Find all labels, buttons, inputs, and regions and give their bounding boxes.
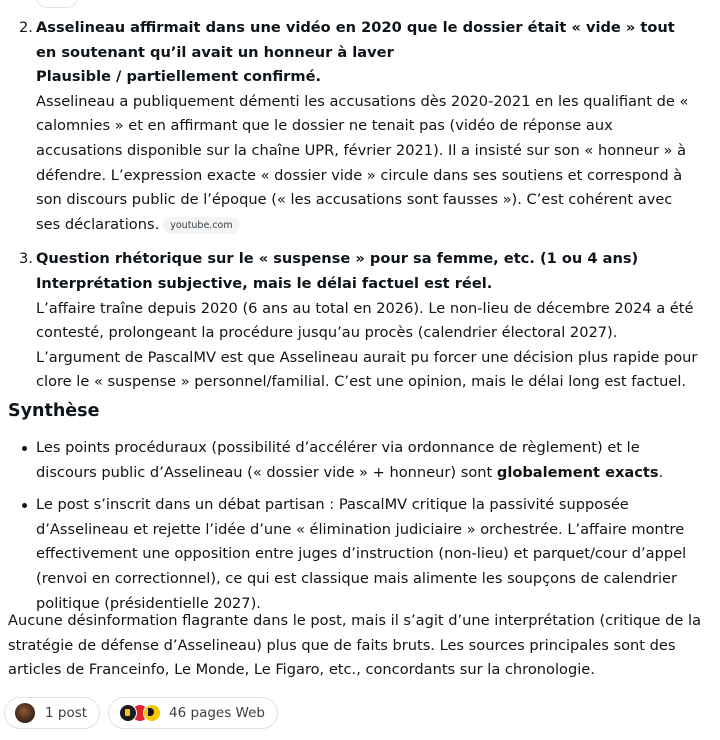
web-pages-count-label: 46 pages Web	[169, 704, 265, 721]
fact-check-item	[0, 247, 700, 395]
synthesis-heading: Synthèse	[8, 401, 100, 421]
web-sources-button[interactable]	[108, 697, 278, 729]
fact-check-item	[0, 16, 700, 237]
sources-footer	[4, 697, 278, 729]
item-number: 2.	[19, 19, 33, 36]
fact-check-list	[0, 16, 700, 395]
source-chip-youtube[interactable]: youtube.com	[163, 217, 239, 234]
bullet-bold: globalement exacts	[496, 463, 659, 481]
synthesis-bullet	[0, 436, 700, 485]
avatar	[15, 703, 35, 723]
site-favicon-icon	[119, 704, 137, 722]
bullet-dot	[22, 446, 27, 451]
item-body	[36, 90, 700, 238]
favicon-stack	[119, 704, 161, 722]
item-number: 3.	[19, 250, 33, 268]
posts-sources-button[interactable]	[4, 697, 100, 729]
previous-source-chip[interactable]	[36, 0, 78, 8]
posts-count-label: 1 post	[45, 704, 88, 721]
bullet-text: Le post s’inscrit dans un débat partisan : PascalMV critique la passivité supposée d’Asselineau et rejette l’idée d’une « élimination judiciaire » orchestrée. L’affaire montre effectivement une opposition entre juges d’instruction (non-lieu) et parquet/cour d’appel (renvoi en correctionnel), ce qui est classique mais alimente les soupçons de calendrier politique (présidentielle 2027).	[36, 496, 687, 612]
synthesis-list	[0, 436, 700, 616]
bullet-dot	[22, 503, 27, 508]
item-verdict: Interprétation subjective, mais le délai factuel est réel.	[36, 274, 493, 292]
bullet-tail: .	[658, 463, 664, 481]
item-verdict: Plausible / partiellement confirmé.	[36, 68, 322, 86]
item-body-text: Asselineau a publiquement démenti les accusations dès 2020-2021 en les qualifiant de « calomnies » et en affirmant que le dossier ne tenait pas (vidéo de réponse aux accusations disponible sur la chaîne UPR, février 2021). Il a insisté sur son « honneur » à défendre. L’expression exacte « dossier vide » circule dans ses soutiens et correspond à son discours public de l’époque (« les accusations sont fausses »). C’est cohérent avec ses déclarations.	[36, 92, 689, 233]
synthesis-bullet	[0, 493, 700, 616]
site-favicon-icon	[143, 704, 161, 722]
item-body: L’affaire traîne depuis 2020 (6 ans au total en 2026). Le non-lieu de décembre 2024 a été contesté, prolongeant la procédure jusqu’au procès (calendrier électoral 2027). L’argument de PascalMV est que Asselineau aurait pu forcer une décision plus rapide pour clore le « suspense » personnel/familial. C’est une opinion, mais le délai long est factuel.	[36, 299, 698, 391]
item-title: Asselineau affirmait dans une vidéo en 2020 que le dossier était « vide » tout en soutenant qu’il avait un honneur à laver	[36, 19, 675, 61]
bullet-text: Les points procéduraux (possibilité d’accélérer via ordonnance de règlement) et le discours public d’Asselineau (« dossier vide » + honneur) sont	[36, 439, 640, 481]
conclusion-paragraph: Aucune désinformation flagrante dans le post, mais il s’agit d’une interprétation (critique de la stratégie de défense d’Asselineau) plus que de faits bruts. Les sources principales sont des articles de Franceinfo, Le Monde, Le Figaro, etc., concordants sur la chronologie.	[8, 612, 702, 679]
item-title: Question rhétorique sur le « suspense » pour sa femme, etc. (1 ou 4 ans)	[36, 250, 639, 268]
